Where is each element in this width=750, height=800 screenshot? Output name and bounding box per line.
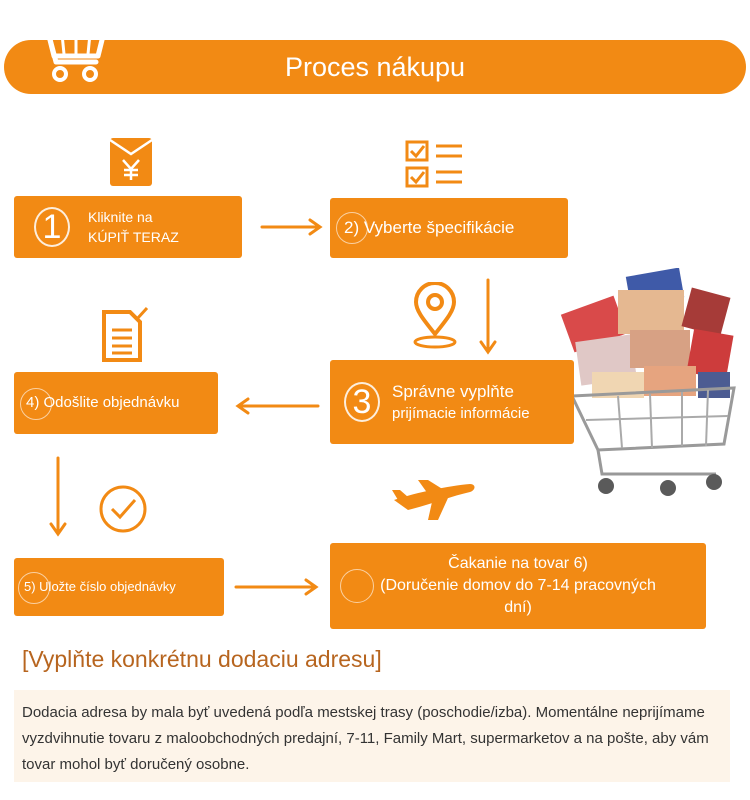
shopping-cart-with-boxes-illustration xyxy=(558,268,738,506)
shopping-cart-icon xyxy=(30,18,110,90)
step-number: 1 xyxy=(34,207,70,247)
checklist-icon xyxy=(404,138,464,190)
step-3-line-1: Správne vyplňte xyxy=(392,382,514,401)
document-check-icon xyxy=(100,306,150,364)
yen-envelope-icon xyxy=(108,136,154,188)
address-info-text: Dodacia adresa by mala byť uvedená podľa mestskej trasy (poschodie/izba). Momentálne neprijímame vyzdvihnutie tovaru z maloobchodných predajní, 7-11, Family Mart, supermarketov a na pošte, aby vám tovar mohol byť doručený osobne. xyxy=(22,704,709,773)
decorative-ring xyxy=(336,212,368,244)
location-pin-icon xyxy=(408,282,462,350)
check-circle-icon xyxy=(98,484,148,534)
step-1-line-1: Kliknite na xyxy=(88,209,153,225)
step-1-line-2: KÚPIŤ TERAZ xyxy=(88,229,179,245)
step-5-text: 5) Uložte číslo objednávky xyxy=(24,579,176,594)
airplane-icon xyxy=(388,478,478,522)
step-6-line-2: (Doručenie domov do 7-14 pracovných xyxy=(380,577,656,594)
decorative-ring xyxy=(20,388,52,420)
step-4-text: 4) Odošlite objednávku xyxy=(26,394,180,411)
step-number: 3 xyxy=(344,382,380,422)
step-5-box xyxy=(14,558,224,616)
step-6-box xyxy=(330,543,706,629)
decorative-ring xyxy=(18,572,50,604)
step-6-line-3: dní) xyxy=(504,599,532,616)
step-2-text: 2) Vyberte špecifikácie xyxy=(344,218,515,237)
step-6-line-1: Čakanie na tovar 6) xyxy=(448,555,588,572)
address-info-box xyxy=(14,690,730,782)
step-3-box xyxy=(330,360,574,444)
page-title: Proces nákupu xyxy=(284,52,466,82)
step-1-box xyxy=(14,196,242,258)
step-4-box xyxy=(14,372,218,434)
address-section-title: [Vyplňte konkrétnu dodaciu adresu] xyxy=(22,646,382,672)
decorative-ring xyxy=(340,569,374,603)
step-2-box xyxy=(330,198,568,258)
step-3-line-2: prijímacie informácie xyxy=(392,405,530,422)
